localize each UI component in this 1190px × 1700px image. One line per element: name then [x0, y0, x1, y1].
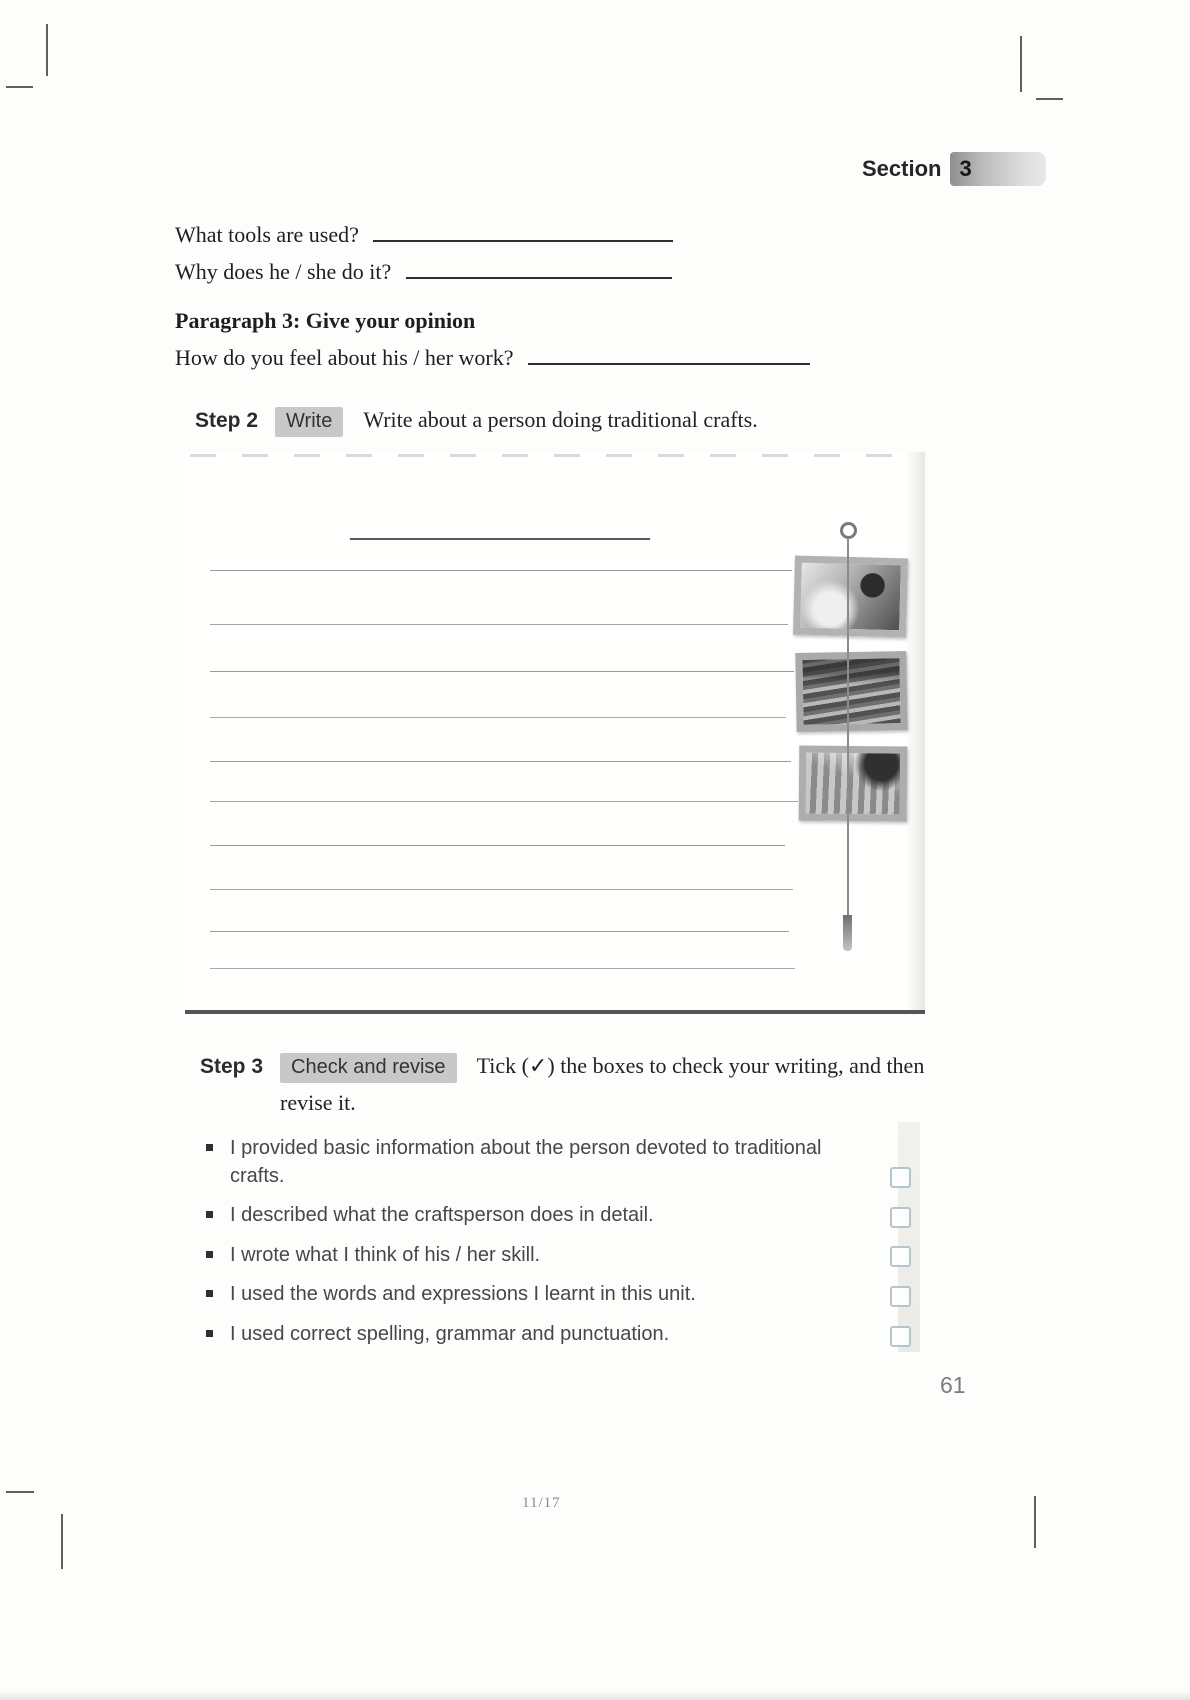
- section-label: Section: [862, 156, 942, 181]
- scan-smudge: [190, 454, 905, 457]
- crop-mark-top-left-h: [6, 86, 33, 88]
- ruled-line: [210, 968, 795, 969]
- checklist-item-text: I used the words and expressions I learnt in this unit.: [230, 1283, 696, 1306]
- question-tools-text: What tools are used?: [175, 222, 359, 247]
- checklist-item: [205, 1132, 917, 1193]
- crop-mark-bottom-right-v: [1034, 1496, 1036, 1548]
- step3-row: [200, 1053, 924, 1083]
- checkbox[interactable]: [890, 1167, 911, 1188]
- ruled-line: [210, 624, 788, 625]
- pin-tip-icon: [843, 915, 852, 951]
- step3-label: Step 3: [200, 1055, 264, 1078]
- checkbox[interactable]: [890, 1207, 911, 1228]
- ruled-line: [210, 761, 791, 762]
- step3-badge: Check and revise: [280, 1053, 457, 1083]
- step3-instruction-line1: Tick (✓) the boxes to check your writing, and then: [476, 1053, 925, 1078]
- question-why-text: Why does he / she do it?: [175, 259, 392, 284]
- checkbox[interactable]: [890, 1286, 911, 1307]
- checklist-item-text: I described what the craftsperson does in detail.: [230, 1204, 654, 1227]
- question-feel-row: [175, 345, 810, 371]
- checkbox[interactable]: [890, 1246, 911, 1267]
- crop-mark-top-right-v: [1020, 36, 1022, 92]
- craft-photo-weaving: [799, 746, 908, 822]
- checklist-item-text: I wrote what I think of his / her skill.: [230, 1243, 541, 1266]
- square-bullet-icon: [206, 1330, 213, 1337]
- checklist-item: [205, 1318, 917, 1352]
- pin-ring-icon: [840, 522, 857, 539]
- title-blank-line[interactable]: [350, 538, 650, 540]
- ruled-line: [210, 801, 798, 802]
- ruled-line: [210, 889, 793, 890]
- square-bullet-icon: [206, 1290, 213, 1297]
- ruled-line: [210, 717, 786, 718]
- section-number-badge: 3: [950, 152, 1046, 186]
- question-why-row: [175, 259, 672, 285]
- crop-mark-bottom-left-h: [6, 1491, 34, 1493]
- answer-blank-feel[interactable]: [528, 350, 810, 365]
- ruled-line: [210, 931, 789, 932]
- answer-blank-tools[interactable]: [373, 227, 673, 242]
- answer-blank-why[interactable]: [406, 264, 672, 279]
- crop-mark-top-left-v: [46, 24, 48, 76]
- step2-badge: Write: [275, 407, 343, 437]
- writing-area[interactable]: [185, 452, 925, 1014]
- paragraph3-heading: Paragraph 3: Give your opinion: [175, 308, 476, 333]
- craft-photo-carving: [793, 556, 908, 638]
- scan-edge-noise: [0, 1691, 1190, 1700]
- step3-instruction-line2: revise it.: [280, 1090, 356, 1115]
- checklist: [205, 1132, 917, 1358]
- pin-needle-icon: [847, 538, 849, 924]
- checklist-item: [205, 1278, 917, 1312]
- checklist-item: [205, 1199, 917, 1233]
- step2-instruction: Write about a person doing traditional crafts.: [363, 407, 758, 432]
- step2-row: [195, 407, 758, 437]
- page-number: 61: [940, 1372, 966, 1398]
- step2-label: Step 2: [195, 409, 259, 432]
- crop-mark-bottom-left-v: [61, 1514, 63, 1569]
- square-bullet-icon: [206, 1211, 213, 1218]
- footer-code: 11/17: [522, 1495, 561, 1511]
- ruled-line: [210, 570, 792, 571]
- question-tools-row: [175, 222, 673, 248]
- craft-photo-tools: [795, 651, 907, 732]
- square-bullet-icon: [206, 1251, 213, 1258]
- page-curve-shadow: [905, 452, 925, 1010]
- ruled-line: [210, 845, 785, 846]
- checklist-item: [205, 1239, 917, 1273]
- checkbox[interactable]: [890, 1326, 911, 1347]
- square-bullet-icon: [206, 1144, 213, 1151]
- ruled-line: [210, 671, 794, 672]
- crop-mark-top-right-h: [1036, 98, 1063, 100]
- checklist-item-text: I provided basic information about the person devoted to traditional crafts.: [230, 1137, 822, 1187]
- section-tab: [862, 152, 1046, 186]
- question-feel-text: How do you feel about his / her work?: [175, 345, 514, 370]
- checklist-item-text: I used correct spelling, grammar and punctuation.: [230, 1322, 670, 1345]
